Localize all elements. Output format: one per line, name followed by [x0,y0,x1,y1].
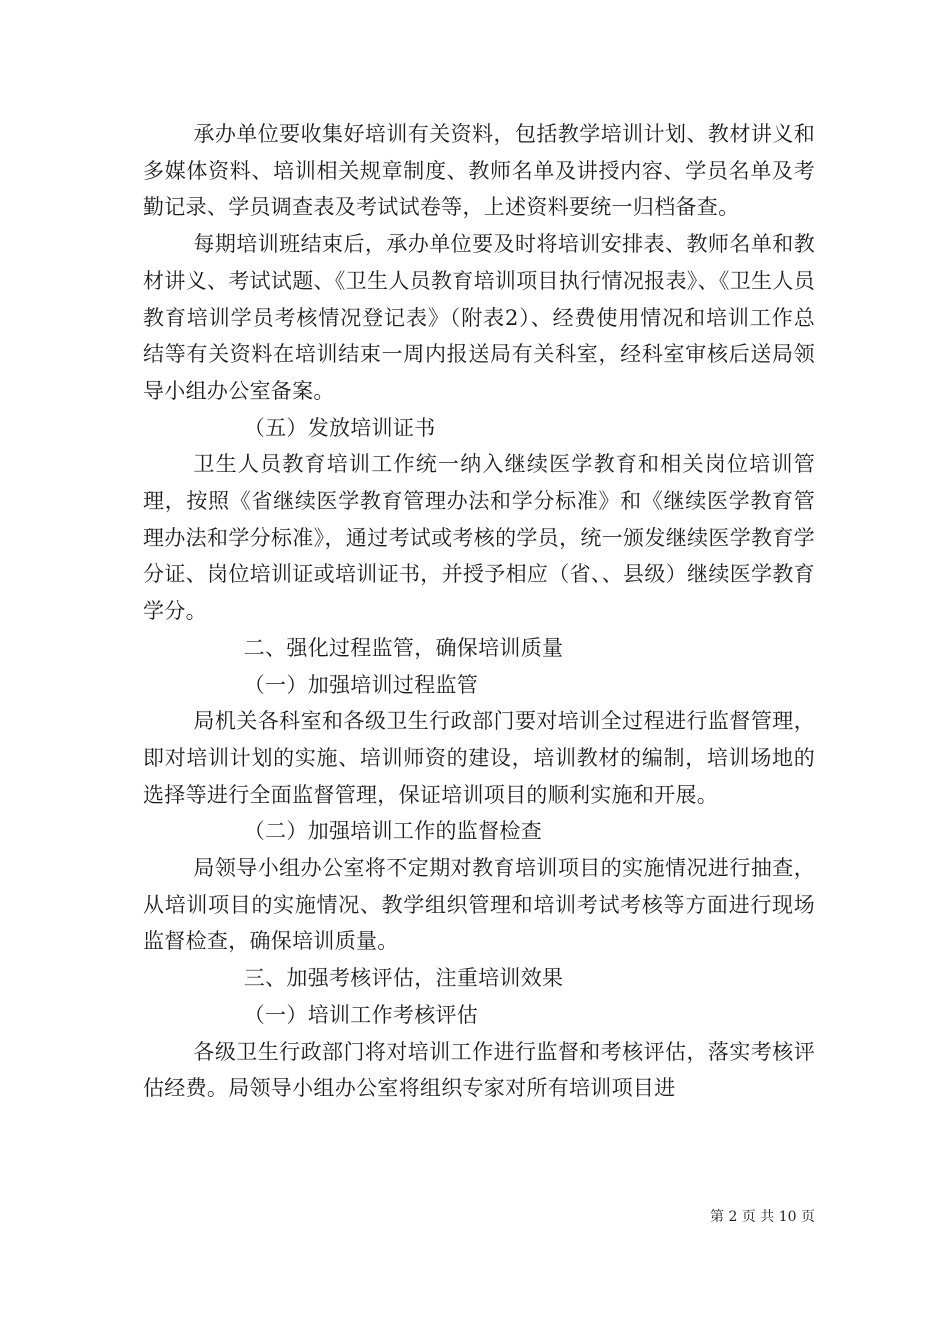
heading-section-2: 二、强化过程监管，确保培训质量 [243,635,564,660]
heading-issue-certificates: （五）发放培训证书 [243,415,436,440]
heading-inspection: （二）加强培训工作的监督检查 [243,819,542,844]
paragraph-archive-materials: 承办单位要收集好培训有关资料，包括教学培训计划、教材讲义和多媒体资料、培训相关规章制度、教师名单及讲授内容、学员名单及考勤记录、学员调查表及考试试卷等，上述资料要统一归档备查。 [143,122,815,220]
heading-process-supervision: （一）加强培训过程监管 [243,672,479,697]
paragraph-continuing-education: 卫生人员教育培训工作统一纳入继续医学教育和相关岗位培训管理，按照《省继续医学教育管理办法和学分标准》和《继续医学教育管理办法和学分标准》，通过考试或考核的学员，统一颁发继续医学教育学分证、岗位培训证或培训证书，并授予相应（省、、县级）继续医学教育学分。 [143,452,815,624]
paragraph-assessment: 各级卫生行政部门将对培训工作进行监督和考核评估，落实考核评估经费。局领导小组办公室将组织专家对所有培训项目进 [143,1039,815,1101]
paragraph-process-supervision: 局机关各科室和各级卫生行政部门要对培训全过程进行监督管理，即对培训计划的实施、培训师资的建设，培训教材的编制，培训场地的选择等进行全面监督管理，保证培训项目的顺利实施和开展。 [143,709,815,807]
heading-assessment: （一）培训工作考核评估 [243,1002,479,1027]
heading-section-3: 三、加强考核评估，注重培训效果 [243,966,564,991]
paragraph-inspection: 局领导小组办公室将不定期对教育培训项目的实施情况进行抽查，从培训项目的实施情况、教学组织管理和培训考试考核等方面进行现场监督检查，确保培训质量。 [143,856,815,954]
document-body [143,116,815,1107]
paragraph-post-training-report: 每期培训班结束后，承办单位要及时将培训安排表、教师名单和教材讲义、考试试题、《卫生人员教育培训项目执行情况报表》、《卫生人员教育培训学员考核情况登记表》（附表2）、经费使用情况和培训工作总结等有关资料在培训结束一周内报送局有关科室，经科室审核后送局领导小组办公室备案。 [143,232,815,403]
page-number-footer: 第 2 页 共 10 页 [710,1209,815,1225]
